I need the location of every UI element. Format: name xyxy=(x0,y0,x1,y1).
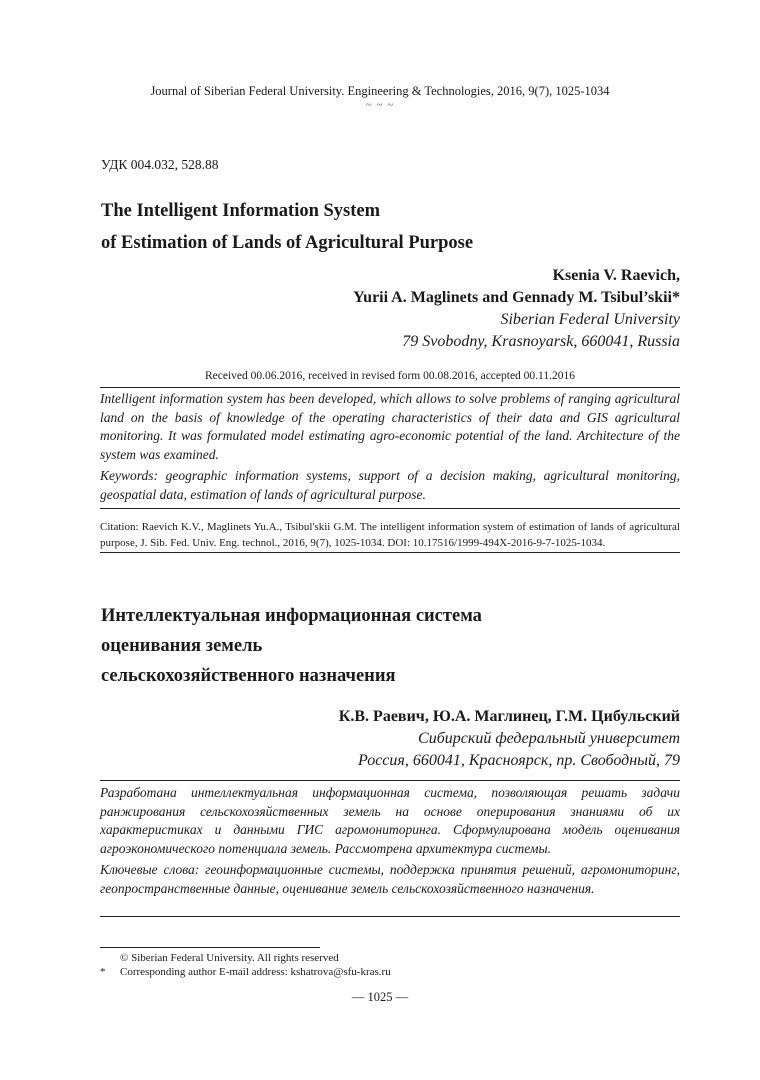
abstract-ru: Разработана интеллектуальная информационная система, позволяющая решать задачи ранжирования сельскохозяйственных земель на основе оперирования знаниями об их характеристиках и данными ГИС агромониторинга. Сформулирована модель оценивания агроэкономического потенциала земель. Рассмотрена архитектура системы. xyxy=(100,785,680,856)
divider xyxy=(100,780,680,781)
title-en-line-1: The Intelligent Information System xyxy=(101,201,381,221)
copyright-text: © Siberian Federal University. All rights reserved xyxy=(120,952,339,964)
divider xyxy=(100,508,680,509)
header-separator: ~ ~ ~ xyxy=(365,99,395,111)
paper-title-en xyxy=(101,195,681,259)
journal-header: Journal of Siberian Federal University. Engineering & Technologies, 2016, 9(7), 1025-1034 xyxy=(150,84,610,98)
authors-en-line-1: Ksenia V. Raevich, xyxy=(552,267,680,284)
footnote-copyright xyxy=(100,951,339,965)
divider xyxy=(100,387,680,388)
footnote-corresponding xyxy=(100,965,391,979)
keywords-en: Keywords: geographic information systems, support of a decision making, agricultural monitoring, geospatial data, estimation of lands of agricultural purpose. xyxy=(100,468,680,502)
title-ru-line-2: оценивания земель xyxy=(101,636,263,656)
address-en: 79 Svobodny, Krasnoyarsk, 660041, Russia xyxy=(402,333,680,350)
address-ru: Россия, 660041, Красноярск, пр. Свободный, 79 xyxy=(358,752,680,769)
affiliation-en: Siberian Federal University xyxy=(500,311,680,328)
keywords-ru: Ключевые слова: геоинформационные системы, поддержка принятия решений, агромониторинг, геопространственные данные, оценивание земель сельскохозяйственного назначения. xyxy=(100,862,680,896)
title-ru-line-1: Интеллектуальная информационная система xyxy=(101,606,482,626)
authors-en-line-2: Yurii A. Maglinets and Gennady M. Tsibul’skii* xyxy=(353,289,680,306)
authors-block-ru xyxy=(339,706,680,772)
citation: Citation: Raevich K.V., Maglinets Yu.A., Tsibul'skii G.M. The intelligent information system of estimation of lands of agricultural purpose, J. Sib. Fed. Univ. Eng. technol., 2016, 9(7), 1025-1034. DOI: 10.17516/1999-494X-2016-9-7-1025-1034. xyxy=(100,521,680,549)
page-number: — 1025 — xyxy=(351,990,409,1004)
received-dates: Received 00.06.2016, received in revised form 00.08.2016, accepted 00.11.2016 xyxy=(204,370,576,382)
affiliation-ru: Сибирский федеральный университет xyxy=(418,730,680,747)
title-en-line-2: of Estimation of Lands of Agricultural Purpose xyxy=(101,233,474,253)
authors-ru: К.В. Раевич, Ю.А. Маглинец, Г.М. Цибульский xyxy=(338,708,680,725)
abstract-en: Intelligent information system has been developed, which allows to solve problems of ranging agricultural land on the basis of knowledge of the operating characteristics of their data and GIS agricultural monitoring. It was formulated model estimating agro-economic potential of the land. Architecture of the system was examined. xyxy=(100,391,680,462)
title-ru-line-3: сельскохозяйственного назначения xyxy=(101,666,396,686)
corresponding-email: Corresponding author E-mail address: kshatrova@sfu-kras.ru xyxy=(120,966,391,978)
footnote-star: * xyxy=(100,966,106,978)
authors-block-en xyxy=(353,265,680,353)
udk-code: УДК 004.032, 528.88 xyxy=(101,157,219,172)
footnote-divider xyxy=(100,947,320,948)
divider xyxy=(100,552,680,553)
paper-title-ru xyxy=(101,601,482,691)
divider xyxy=(100,916,680,917)
